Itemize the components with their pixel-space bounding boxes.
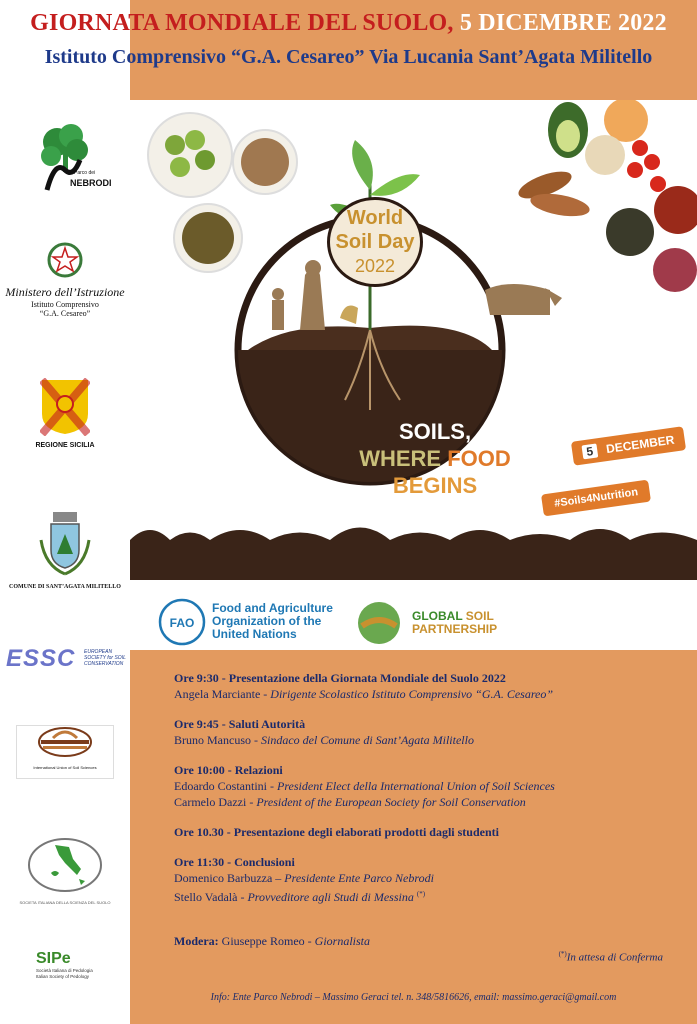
speaker-role: President Elect della International Union of Soil Sciences bbox=[277, 779, 555, 793]
entry-heading: Ore 9:30 - Presentazione della Giornata Mondiale del Suolo 2022 bbox=[174, 671, 506, 685]
ministero-line1: Istituto Comprensivo bbox=[31, 300, 99, 309]
ministero-logo bbox=[0, 240, 130, 318]
confirmation-note bbox=[559, 950, 663, 964]
slogan-line1: SOILS, bbox=[398, 419, 472, 444]
speaker-role: Provveditore agli Studi di Messina bbox=[247, 890, 414, 904]
entry-heading: Ore 11:30 - Conclusioni bbox=[174, 855, 295, 869]
sipe-line2: Italian Society of Pedology bbox=[36, 974, 90, 979]
speaker-line bbox=[174, 870, 674, 886]
header-banner bbox=[0, 0, 697, 100]
fao-logo-icon bbox=[158, 598, 206, 646]
program-entry bbox=[174, 854, 674, 905]
parco-small-label: Parco dei bbox=[74, 170, 96, 176]
program-entry bbox=[174, 824, 674, 840]
page-title bbox=[0, 10, 697, 37]
ministero-label: Ministero dell’Istruzione bbox=[5, 285, 125, 299]
world-soil-day-poster bbox=[130, 100, 697, 580]
regione-label: REGIONE SICILIA bbox=[35, 442, 95, 449]
bowl-sprouts-icon bbox=[148, 113, 232, 197]
title-event: GIORNATA MONDIALE DEL SUOLO, bbox=[30, 10, 454, 36]
emblem-icon bbox=[47, 240, 83, 280]
wsd-line2: Soil Day bbox=[335, 231, 415, 253]
seeds-bowl-icon bbox=[606, 208, 654, 256]
program-list bbox=[174, 670, 674, 919]
moderator-role: Giornalista bbox=[314, 934, 370, 948]
program-entry bbox=[174, 762, 674, 810]
wsd-badge bbox=[330, 200, 420, 284]
essc-logo bbox=[6, 645, 130, 673]
date-number: 5 bbox=[581, 443, 597, 459]
speaker-sep: – bbox=[272, 871, 285, 885]
speaker-role: President of the European Society for Soil Conservation bbox=[256, 795, 526, 809]
program-section bbox=[130, 650, 697, 1024]
program-entry bbox=[174, 716, 674, 748]
slogan-food: FOOD bbox=[447, 446, 511, 471]
gsp-logo-icon bbox=[356, 600, 402, 646]
date-month: DECEMBER bbox=[605, 432, 676, 457]
speaker-name: Stello Vadalà bbox=[174, 890, 238, 904]
speaker-name: Angela Marciante bbox=[174, 687, 261, 701]
speaker-role: Dirigente Scolastico Istituto Comprensivo “G.A. Cesareo” bbox=[270, 687, 554, 701]
parco-nebrodi-logo bbox=[0, 120, 130, 200]
regione-sicilia-logo bbox=[0, 378, 130, 450]
italy-map-icon bbox=[25, 835, 105, 895]
entry-heading: Ore 9:45 - Saluti Autorità bbox=[174, 717, 306, 731]
wsd-year: 2022 bbox=[354, 256, 396, 276]
speaker-line: Bruno Mancuso - Sindaco del Comune di Sant’Agata Militello bbox=[174, 733, 474, 747]
speaker-line: Carmelo Dazzi - President of the European Society for Soil Conservation bbox=[174, 795, 526, 809]
essc-label: ESSC bbox=[6, 645, 76, 672]
gsp-global: GLOBAL bbox=[412, 609, 463, 623]
sipe-label: SIPe bbox=[36, 950, 71, 967]
sipe-line1: Società Italiana di Pedologia bbox=[36, 968, 93, 973]
gsp-name bbox=[412, 610, 497, 636]
fao-name bbox=[212, 602, 333, 641]
speaker-line: Angela Marciante - Dirigente Scolastico Istituto Comprensivo “G.A. Cesareo” bbox=[174, 687, 554, 701]
slogan-line3: BEGINS bbox=[392, 473, 478, 498]
speaker-name: Bruno Mancuso bbox=[174, 733, 251, 747]
trinacria-shield-icon bbox=[40, 378, 90, 436]
entry-heading: Ore 10:00 - Relazioni bbox=[174, 763, 283, 777]
essc-desc: EUROPEAN SOCIETY for SOIL CONSERVATION bbox=[84, 649, 126, 667]
fao-line3: United Nations bbox=[212, 627, 297, 641]
fao-line1: Food and Agriculture bbox=[212, 601, 333, 615]
iuss-icon bbox=[37, 726, 93, 760]
gsp-soil: SOIL bbox=[465, 609, 494, 623]
speaker-name: Edoardo Costantini bbox=[174, 779, 267, 793]
sipe-logo bbox=[36, 950, 126, 980]
speaker-role: Sindaco del Comune di Sant’Agata Militello bbox=[261, 733, 474, 747]
iuss-label: International Union of Soil Sciences bbox=[33, 765, 97, 770]
fao-line2: Organization of the bbox=[212, 614, 322, 628]
gsp-partnership: PARTNERSHIP bbox=[412, 622, 498, 636]
speaker-line: Stello Vadalà - Provveditore agli Studi di Messina (*) bbox=[174, 890, 426, 904]
slogan-where: WHERE bbox=[359, 446, 442, 471]
moderator-line: Modera: Giuseppe Romeo - Giornalista bbox=[174, 934, 370, 948]
confirm-mark: (*) bbox=[416, 890, 426, 898]
moderator-label: Modera: bbox=[174, 934, 219, 948]
speaker-line: Edoardo Costantini - President Elect della International Union of Soil Sciences bbox=[174, 779, 555, 793]
lentils-icon bbox=[604, 100, 648, 142]
parco-name-label: NEBRODI bbox=[70, 178, 112, 188]
beans-icon bbox=[654, 186, 697, 234]
comune-label: COMUNE DI SANT’AGATA MILITELLO bbox=[9, 584, 121, 590]
sisc-logo bbox=[0, 835, 130, 905]
iuss-logo bbox=[0, 725, 130, 779]
entry-heading: Ore 10.30 - Presentazione degli elaborati prodotti dagli studenti bbox=[174, 825, 499, 839]
title-date: 5 DICEMBRE 2022 bbox=[459, 10, 667, 36]
page-subtitle: Istituto Comprensivo “G.A. Cesareo” Via Lucania Sant’Agata Militello bbox=[44, 46, 653, 68]
svg-text:FAO: FAO bbox=[169, 616, 195, 630]
program-entry bbox=[174, 670, 674, 702]
hashtag-label: #Soils4Nutrition bbox=[553, 486, 639, 510]
slogan bbox=[325, 418, 545, 499]
moderator-name: Giuseppe Romeo bbox=[221, 934, 305, 948]
sponsor-sidebar bbox=[0, 100, 130, 1024]
speaker-name: Carmelo Dazzi bbox=[174, 795, 247, 809]
speaker-role: Presidente Ente Parco Nebrodi bbox=[284, 871, 434, 885]
comune-logo bbox=[0, 510, 130, 592]
note-text: In attesa di Conferma bbox=[566, 951, 663, 964]
speaker-name: Domenico Barbuzza bbox=[174, 871, 273, 885]
ministero-line2: “G.A. Cesareo” bbox=[39, 309, 91, 318]
contact-info: Info: Ente Parco Nebrodi – Massimo Geraci tel. n. 348/5816626, email: massimo.geraci@gmail.com bbox=[210, 992, 617, 1003]
crest-icon bbox=[35, 510, 95, 578]
partner-logos bbox=[130, 580, 697, 650]
note-mark: (*) bbox=[558, 950, 567, 958]
sisc-label: SOCIETA ITALIANA DELLA SCIENZA DEL SUOLO bbox=[19, 900, 111, 905]
wsd-line1: World bbox=[346, 207, 404, 229]
